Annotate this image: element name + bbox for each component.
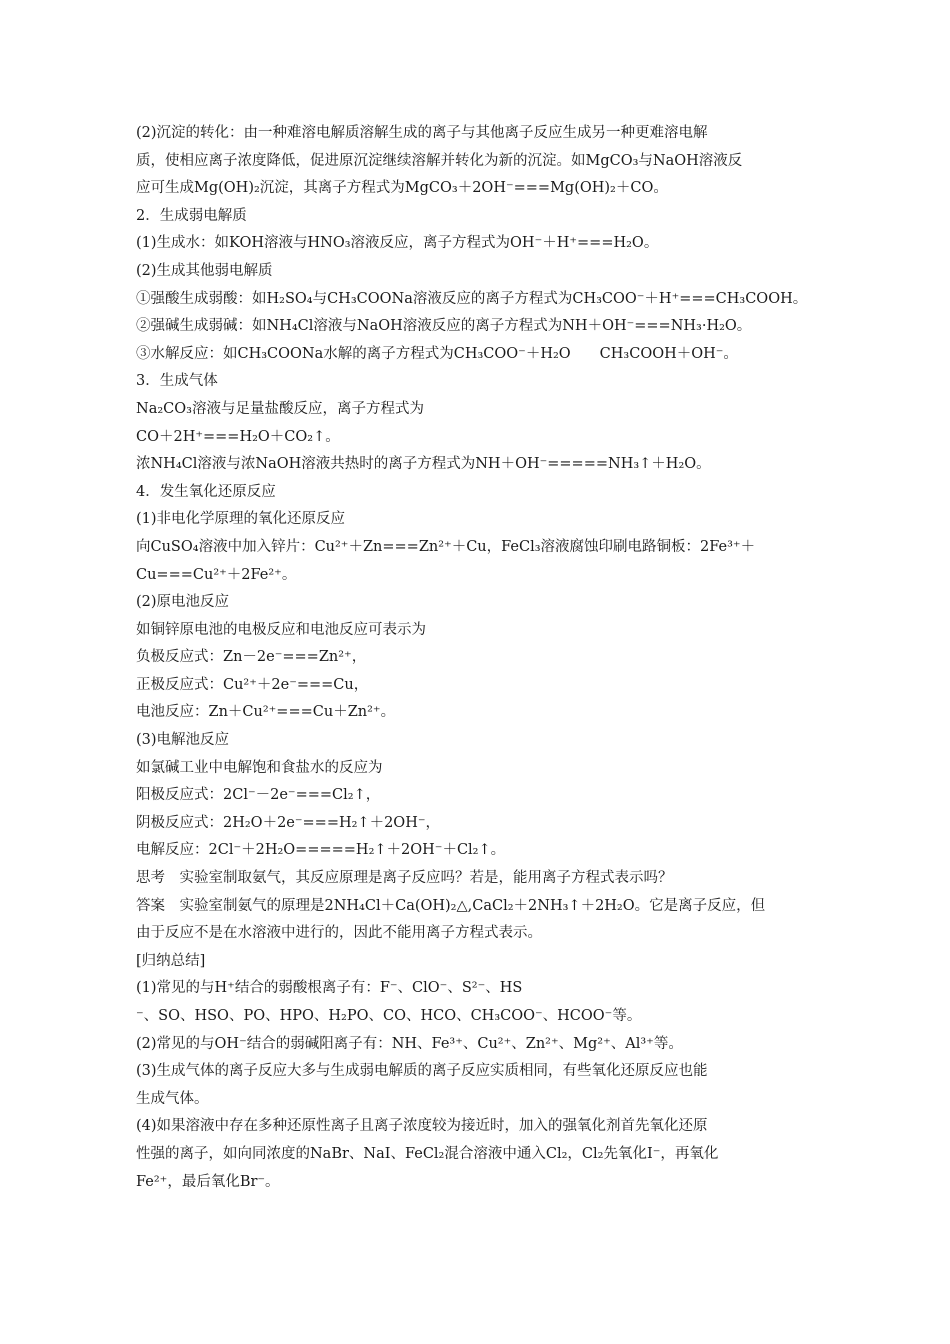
text-line: 电池反应：Zn＋Cu²⁺===Cu＋Zn²⁺。 [136,704,396,721]
text-line: ⁻、SO、HSO、PO、HPO、H₂PO、CO、HCO、CH₃COO⁻、HCOO⁻等。 [136,1008,642,1024]
document-body [136,120,816,1196]
text-line: CO＋2H⁺===H₂O＋CO₂↑。 [136,428,340,445]
text-line: Cu===Cu²⁺＋2Fe²⁺。 [136,566,297,583]
text-line: 向CuSO₄溶液中加入锌片：Cu²⁺＋Zn===Zn²⁺＋Cu，FeCl₃溶液腐蚀印刷电路铜板：2Fe³⁺＋ [136,538,756,555]
text-line: ①强酸生成弱酸：如H₂SO₄与CH₃COONa溶液反应的离子方程式为CH₃COO⁻＋H⁺===CH₃COOH。 [136,290,808,307]
text-line: 阴极反应式：2H₂O＋2e⁻===H₂↑＋2OH⁻， [136,814,440,831]
text-line: 性强的离子，如向同浓度的NaBr、NaI、FeCl₂混合溶液中通入Cl₂，Cl₂先氧化I⁻，再氧化 [136,1145,719,1162]
text-line: 应可生成Mg(OH)₂沉淀，其离子方程式为MgCO₃＋2OH⁻===Mg(OH)₂＋CO。 [136,180,668,197]
summary-heading: [归纳总结] [136,952,206,969]
section-heading: 2．生成弱电解质 [136,207,247,224]
text-line: (2)常见的与OH⁻结合的弱碱阳离子有：NH、Fe³⁺、Cu²⁺、Zn²⁺、Mg²⁺、Al³⁺等。 [136,1035,683,1052]
text-line: Fe²⁺，最后氧化Br⁻。 [136,1173,280,1190]
text-line: 质，使相应离子浓度降低，促进原沉淀继续溶解并转化为新的沉淀。如MgCO₃与NaOH溶液反 [136,152,743,169]
text-line: (4)如果溶液中存在多种还原性离子且离子浓度较为接近时，加入的强氧化剂首先氧化还原 [136,1118,708,1135]
section-heading: 3．生成气体 [136,373,218,390]
text-line: (2)生成其他弱电解质 [136,262,273,279]
answer-line: 由于反应不是在水溶液中进行的，因此不能用离子方程式表示。 [136,925,542,942]
text-line: 生成气体。 [136,1090,209,1107]
text-line: ②强碱生成弱碱：如NH₄Cl溶液与NaOH溶液反应的离子方程式为NH＋OH⁻===NH₃·H₂O。 [136,318,752,335]
text-line: (1)常见的与H⁺结合的弱酸根离子有：F⁻、ClO⁻、S²⁻、HS [136,980,523,997]
text-line: (1)非电化学原理的氧化还原反应 [136,511,346,528]
text-line: 负极反应式：Zn－2e⁻===Zn²⁺， [136,649,367,666]
text-line: 如铜锌原电池的电极反应和电池反应可表示为 [136,621,426,638]
text-line: (3)电解池反应 [136,732,230,749]
section-heading: 4．发生氧化还原反应 [136,483,276,500]
text-line: (1)生成水：如KOH溶液与HNO₃溶液反应，离子方程式为OH⁻＋H⁺===H₂O。 [136,235,659,252]
text-line: 正极反应式：Cu²⁺＋2e⁻===Cu， [136,676,369,693]
answer-line: 答案 实验室制氨气的原理是2NH₄Cl＋Ca(OH)₂△,CaCl₂＋2NH₃↑＋2H₂O。它是离子反应，但 [136,897,766,914]
text-line: 浓NH₄Cl溶液与浓NaOH溶液共热时的离子方程式为NH＋OH⁻=====NH₃↑＋H₂O。 [136,456,711,473]
text-line: Na₂CO₃溶液与足量盐酸反应，离子方程式为 [136,400,424,417]
text-line: (2)沉淀的转化：由一种难溶电解质溶解生成的离子与其他离子反应生成另一种更难溶电解 [136,125,708,141]
question-line: 思考 实验室制取氨气，其反应原理是离子反应吗？若是，能用离子方程式表示吗？ [136,870,673,887]
text-line: (2)原电池反应 [136,594,230,611]
text-line: ③水解反应：如CH₃COONa水解的离子方程式为CH₃COO⁻＋H₂O CH₃COOH＋OH⁻。 [136,345,738,362]
text-line: 电解反应：2Cl⁻＋2H₂O=====H₂↑＋2OH⁻＋Cl₂↑。 [136,842,506,859]
text-line: (3)生成气体的离子反应大多与生成弱电解质的离子反应实质相同，有些氧化还原反应也能 [136,1063,708,1080]
text-line: 如氯碱工业中电解饱和食盐水的反应为 [136,759,383,776]
text-line: 阳极反应式：2Cl⁻－2e⁻===Cl₂↑， [136,787,381,804]
